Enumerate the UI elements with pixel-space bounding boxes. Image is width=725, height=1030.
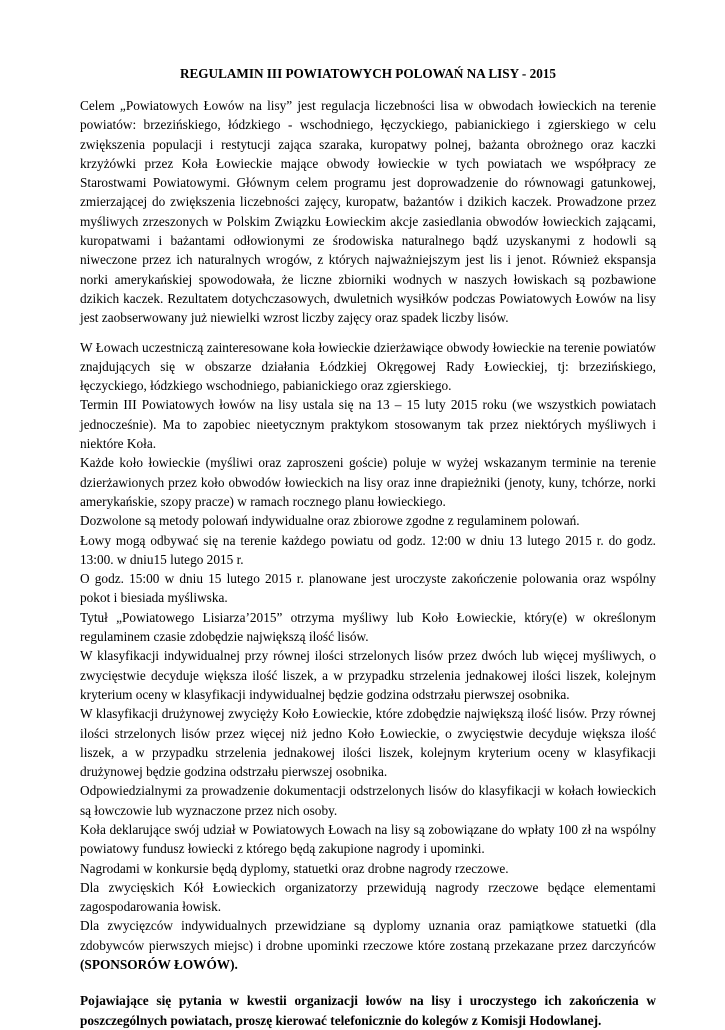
- closing-note: Pojawiające się pytania w kwestii organizacji łowów na lisy i uroczystego ich zakończenia w poszczególnych powiatach, proszę kierować telefonicznie do kolegów z Komisji Hodowlanej.: [80, 993, 656, 1028]
- paragraph-individual-classification: W klasyfikacji indywidualnej przy równej ilości strzelonych lisów przez dwóch lub więcej myśliwych, o zwycięstwie decyduje większa ilość liszek, a w przypadku strzelenia jednakowej ilości liszek, kolejnym kryterium oceny w klasyfikacji indywidualnej będzie godzina odstrzału pierwszej osobnika.: [80, 648, 656, 702]
- sponsors-emphasis: (SPONSORÓW ŁOWÓW).: [80, 957, 238, 973]
- paragraph-date: Termin III Powiatowych łowów na lisy ustala się na 13 – 15 luty 2015 roku (we wszystkich powiatach jednocześnie). Ma to zapobiec nieetycznym praktykom stosowanym tak przez niektórych myśliwych i niektóre Koła.: [80, 397, 656, 452]
- paragraph-ceremony: O godz. 15:00 w dniu 15 lutego 2015 r. planowane jest uroczyste zakończenie polowania oraz wspólny pokot i biesiada myśliwska.: [80, 571, 656, 606]
- paragraph-participants: W Łowach uczestniczą zainteresowane koła łowieckie dzierżawiące obwody łowieckie na terenie powiatów znajdujących się w obszarze działania Łódzkiej Okręgowej Rady Łowieckiej, tj: brzezińskiego, łęczyckiego, łódzkiego wschodniego, pabianickiego oraz zgierskiego.: [80, 339, 656, 394]
- paragraph-each-club: Każde koło łowieckie (myśliwi oraz zaproszeni goście) poluje w wyżej wskazanym terminie na terenie dzierżawionych przez koło obwodów łowieckich na lisy oraz inne drapieżniki (jenoty, kuny, tchórze, norki amerykańskie, szopy pracze) w ramach rocznego planu łowieckiego.: [80, 455, 656, 509]
- paragraph-club-prizes: Dla zwycięskich Kół Łowieckich organizatorzy przewidują nagrody rzeczowe będące elementami zagospodarowania łowisk.: [80, 879, 656, 915]
- paragraph-hours: Łowy mogą odbywać się na terenie każdego powiatu od godz. 12:00 w dniu 13 lutego 2015 r. do godz. 13:00. w dniu15 lutego 2015 r.: [80, 532, 656, 567]
- paragraph-methods: Dozwolone są metody polowań indywidualne oraz zbiorowe zgodne z regulaminem polowań.: [80, 513, 580, 529]
- paragraph-prizes: Nagrodami w konkursie będą dyplomy, statuetki oraz drobne nagrody rzeczowe.: [80, 860, 509, 876]
- paragraph-title-award: Tytuł „Powiatowego Lisiarza’2015” otrzyma myśliwy lub Koło Łowieckie, który(e) w określonym regulaminem czasie zdobędzie największą ilość lisów.: [80, 609, 656, 645]
- intro-paragraph: Celem „Powiatowych Łowów na lisy” jest regulacja liczebności lisa w obwodach łowieckich na terenie powiatów: brzezińskiego, łódzkiego - wschodniego, łęczyckiego, pabianickiego i zgierskiego w celu zwiększenia populacji i restytucji zająca szaraka, kuropatwy polnej, bażanta obrożnego oraz kaczki krzyżówki przez Koła Łowieckie mające obwody łowieckie w tych powiatach we współpracy ze Starostwami Powiatowymi. Głównym celem programu jest doprowadzenie do równowagi gatunkowej, zmierzającej do zwiększenia liczebności zajęcy, kuropatw, bażantów i dzikich kaczek. Prowadzone przez myśliwych zrzeszonych w Polskim Związku Łowieckim akcje zasiedlania obwodów łowieckich zającami, kuropatwami i bażantami odłowionymi ze środowiska naturalnego bądź uzyskanymi z hodowli są niweczone przez ich naturalnych wrogów, z których najważniejszym jest lis i jenot. Również ekspansja norki amerykańskiej spowodowała, że liczne zbiorniki wodnych w naszych łowiskach są pozbawione dzikich kaczek. Rezultatem dotychczasowych, dwuletnich wysiłków podczas Powiatowych Łowów na lisy jest zaobserwowany już niewielki wzrost liczby zajęcy oraz spadek liczby lisów.: [80, 98, 656, 326]
- individual-prizes-text: Dla zwycięzców indywidualnych przewidziane są dyplomy uznania oraz pamiątkowe statuetki (dla zdobywców pierwszych miejsc) i drobne upominki rzeczowe które zostaną przekazane przez darczyńców: [80, 918, 656, 953]
- rules-section: [80, 338, 656, 975]
- paragraph-documentation: Odpowiedzialnymi za prowadzenie dokumentacji odstrzelonych lisów do klasyfikacji w kołach łowieckich są łowczowie lub wyznaczone przez nich osoby.: [80, 783, 656, 818]
- paragraph-fee: Koła deklarujące swój udział w Powiatowych Łowach na lisy są zobowiązane do wpłaty 100 zł na wspólny powiatowy fundusz łowiecki z którego będą zakupione nagrody i upominki.: [80, 821, 656, 857]
- paragraph-team-classification: W klasyfikacji drużynowej zwycięży Koło Łowieckie, które zdobędzie największą ilość lisów. Przy równej ilości strzelonych lisów przez więcej niż jedno Koło Łowieckie, o zwycięstwie decyduje większa ilość liszek, a w przypadku strzelenia jednakowej ilości liszek, kolejnym kryterium oceny w klasyfikacji drużynowej będzie godzina odstrzału pierwszej osobnika.: [80, 706, 656, 780]
- document-page: [80, 64, 656, 1030]
- document-title: REGULAMIN III POWIATOWYCH POLOWAŃ NA LISY - 2015: [179, 66, 556, 81]
- paragraph-individual-prizes: [80, 916, 656, 974]
